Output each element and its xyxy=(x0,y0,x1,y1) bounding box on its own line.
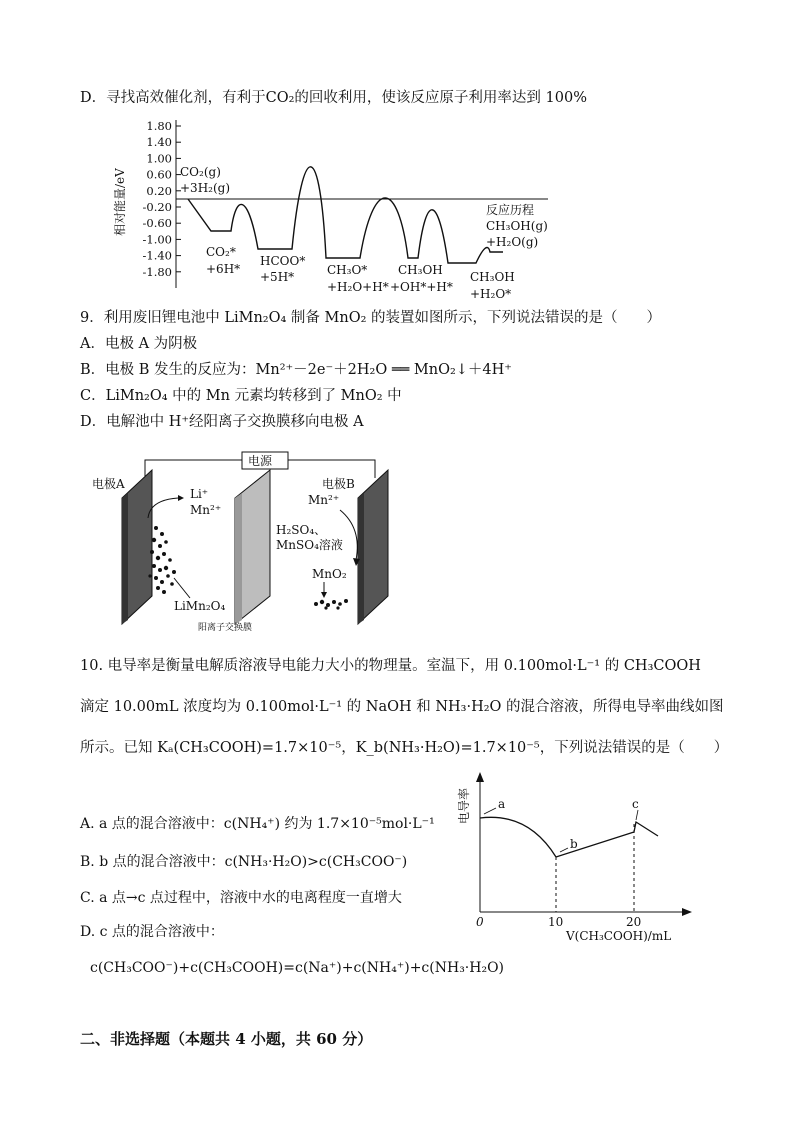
energy-tick-label: 0.60 xyxy=(146,167,172,182)
energy-tick-label: -1.40 xyxy=(142,248,172,263)
species-5-l1: CH₃OH xyxy=(470,270,515,284)
q10-option-a: A. a 点的混合溶液中：c(NH₄⁺) 约为 1.7×10⁻⁵mol·L⁻¹ xyxy=(80,816,435,832)
q10-option-b: B. b 点的混合溶液中：c(NH₃·H₂O)>c(CH₃COO⁻) xyxy=(80,854,408,870)
x-tick-0: 0 xyxy=(476,915,484,929)
power-label: 电源 xyxy=(248,454,273,468)
limn2o4-label: LiMn₂O₄ xyxy=(174,599,226,613)
point-c-label: c xyxy=(632,797,639,811)
energy-profile-chart xyxy=(108,118,568,308)
cond-ylabel: 电导率 xyxy=(457,787,471,824)
mn-ion-a-label: Mn²⁺ xyxy=(190,503,222,517)
x-tick-10: 10 xyxy=(548,915,564,929)
electrode-b-label: 电极B xyxy=(322,477,355,491)
conductivity-chart xyxy=(448,772,698,944)
q9-option-b: B．电极 B 发生的反应为：Mn²⁺－2e⁻＋2H₂O ══ MnO₂↓＋4H⁺ xyxy=(80,362,512,378)
species-3-l1: CH₃O* xyxy=(327,263,368,277)
q10-stem-1: 10. 电导率是衡量电解质溶液导电能力大小的物理量。室温下，用 0.100mol·L⁻¹ 的 CH₃COOH xyxy=(80,658,701,674)
q10-stem-3: 所示。已知 Kₐ(CH₃COOH)=1.7×10⁻⁵，K_b(NH₃·H₂O)=1.7×10⁻⁵，下列说法错误的是（ ） xyxy=(80,740,729,756)
x-tick-20: 20 xyxy=(626,915,642,929)
electrode-a-label: 电极A xyxy=(92,477,125,491)
limn2o4-particles xyxy=(148,526,176,594)
energy-tick-label: 1.40 xyxy=(146,135,172,150)
species-6-l2: +H₂O(g) xyxy=(486,235,539,249)
energy-tick-label: 1.00 xyxy=(146,151,172,166)
membrane-label: 阳离子交换膜 xyxy=(198,623,253,633)
solution-label-1: H₂SO₄、 xyxy=(276,523,327,537)
species-4-l1: CH₃OH xyxy=(398,263,443,277)
q9-option-d: D．电解池中 H⁺经阳离子交换膜移向电极 A xyxy=(80,414,364,430)
li-ion-label: Li⁺ xyxy=(190,487,209,501)
q9-option-c: C．LiMn₂O₄ 中的 Mn 元素均转移到了 MnO₂ 中 xyxy=(80,388,402,404)
species-3-l2: +H₂O+H* xyxy=(327,280,389,294)
point-a-label: a xyxy=(498,797,506,811)
energy-tick-label: -1.80 xyxy=(142,264,172,279)
energy-tick-label: -0.20 xyxy=(142,200,172,214)
q9-stem: 9．利用废旧锂电池中 LiMn₂O₄ 制备 MnO₂ 的装置如图所示，下列说法错误的是（ ） xyxy=(80,310,662,326)
q10-stem-2: 滴定 10.00mL 浓度均为 0.100mol·L⁻¹ 的 NaOH 和 NH₃·H₂O 的混合溶液，所得电导率曲线如图 xyxy=(80,699,724,715)
cond-xlabel: V(CH₃COOH)/mL xyxy=(566,929,672,943)
cond-curve xyxy=(480,817,658,857)
q9-option-a: A．电极 A 为阴极 xyxy=(80,336,198,352)
species-5-l2: +H₂O* xyxy=(470,287,512,301)
energy-tick-label: -1.00 xyxy=(142,232,172,247)
species-1-l2: +6H* xyxy=(206,262,241,276)
species-2-l1: HCOO* xyxy=(260,254,306,268)
solution-label-2: MnSO₄溶液 xyxy=(276,538,343,552)
species-4-l2: +OH*+H* xyxy=(390,280,453,294)
species-0-l2: +3H₂(g) xyxy=(180,181,231,195)
q8-option-d: D．寻找高效催化剂，有利于CO₂的回收利用，使该反应原子利用率达到 100% xyxy=(80,90,587,106)
species-2-l2: +5H* xyxy=(260,270,295,284)
species-1-l1: CO₂* xyxy=(206,245,236,259)
q10-option-c: C. a 点→c 点过程中，溶液中水的电离程度一直增大 xyxy=(80,890,402,906)
energy-xlabel: 反应历程 xyxy=(486,203,535,217)
electrolysis-diagram xyxy=(90,448,420,638)
energy-tick-label: -0.60 xyxy=(142,216,172,231)
energy-tick-label: 1.80 xyxy=(146,119,172,133)
q10-option-d: D. c 点的混合溶液中： xyxy=(80,924,224,940)
energy-y-ticks xyxy=(143,119,182,279)
species-0-l1: CO₂(g) xyxy=(180,165,221,179)
mno2-label: MnO₂ xyxy=(312,567,347,581)
mno2-particles xyxy=(314,599,348,610)
point-b-label: b xyxy=(570,837,578,851)
section-2-title: 二、非选择题（本题共 4 小题，共 60 分） xyxy=(80,1030,373,1048)
energy-tick-label: 0.20 xyxy=(146,183,172,198)
species-6-l1: CH₃OH(g) xyxy=(486,219,548,233)
q10-option-d-equation: c(CH₃COO⁻)+c(CH₃COOH)=c(Na⁺)+c(NH₄⁺)+c(NH₃·H₂O) xyxy=(90,960,505,976)
energy-ylabel: 相对能量/eV xyxy=(113,168,127,236)
mn-ion-b-label: Mn²⁺ xyxy=(308,493,340,507)
